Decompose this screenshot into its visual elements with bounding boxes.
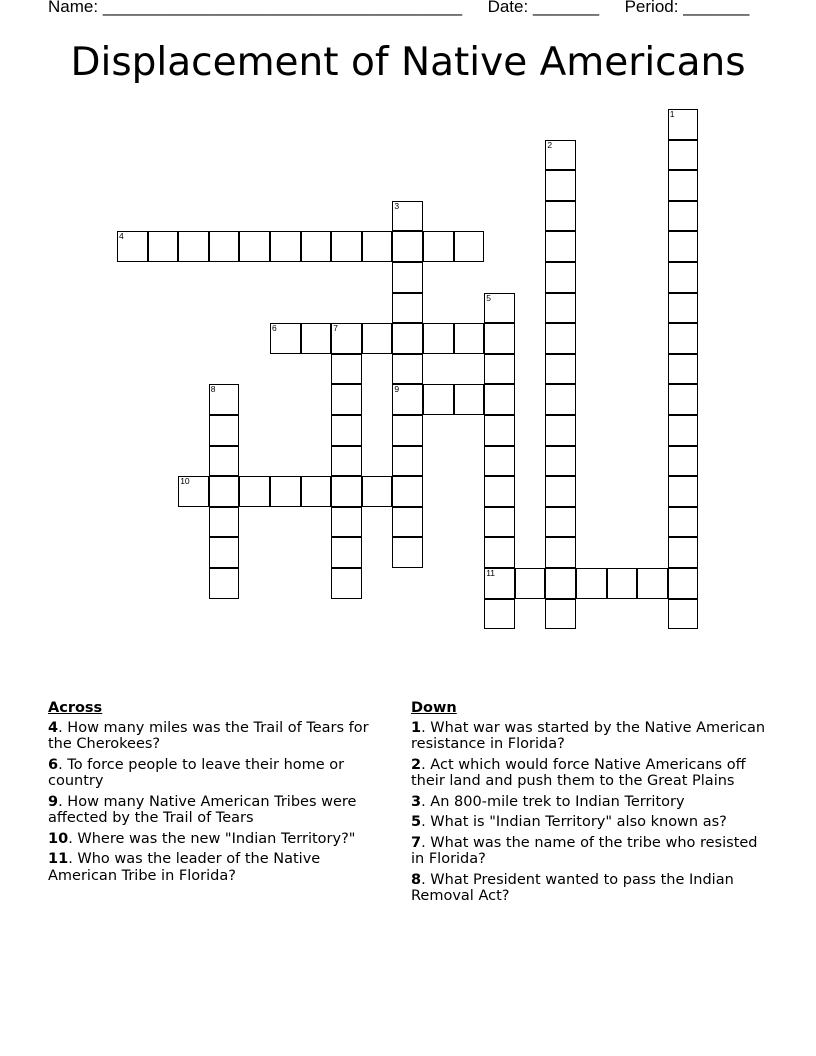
crossword-cell[interactable] [362,323,393,354]
crossword-cell[interactable] [362,231,393,262]
crossword-cell[interactable] [331,323,362,354]
crossword-cell[interactable] [331,507,362,538]
crossword-cell[interactable] [209,568,240,599]
crossword-cell[interactable] [484,476,515,507]
crossword-cell[interactable] [484,599,515,630]
crossword-cell[interactable] [117,231,148,262]
crossword-cell[interactable] [239,231,270,262]
crossword-cell[interactable] [545,476,576,507]
crossword-cell[interactable] [423,384,454,415]
cell-number: 6 [272,323,277,334]
crossword-cell[interactable] [148,231,179,262]
crossword-cell[interactable] [668,201,699,232]
clue-item [411,720,771,753]
crossword-cell[interactable] [301,231,332,262]
crossword-cell[interactable] [331,476,362,507]
crossword-cell[interactable] [545,599,576,630]
crossword-cell[interactable] [423,323,454,354]
clue-number: 7 [411,834,422,851]
crossword-cell[interactable] [668,293,699,324]
cell-number: 2 [547,139,553,150]
clue-item [48,831,393,848]
clue-item [411,872,771,905]
clue-item [48,720,393,753]
crossword-cell[interactable] [209,537,240,568]
clue-number: 8 [411,871,422,888]
crossword-cell[interactable] [454,384,485,415]
name-label: Name: [48,0,99,16]
cell-number: 3 [394,200,400,211]
date-blank[interactable]: _______ [532,0,600,16]
clue-number: 9 [48,793,59,810]
crossword-cell[interactable] [331,231,362,262]
across-clues [48,700,393,888]
crossword-cell[interactable] [239,476,270,507]
crossword-cell[interactable] [545,354,576,385]
crossword-cell[interactable] [301,323,332,354]
clue-item [411,814,771,831]
name-blank[interactable]: ______________________________________ [102,0,463,16]
crossword-cell[interactable] [392,537,423,568]
cell-number: 4 [119,231,124,242]
crossword-cell[interactable] [545,323,576,354]
crossword-cell[interactable] [392,507,423,538]
crossword-cell[interactable] [392,476,423,507]
crossword-cell[interactable] [209,476,240,507]
crossword-cell[interactable] [668,323,699,354]
crossword-cell[interactable] [545,537,576,568]
crossword-cell[interactable] [484,537,515,568]
crossword-cell[interactable] [515,568,546,599]
clue-item [48,757,393,790]
crossword-cell[interactable] [392,354,423,385]
clue-item [48,851,393,884]
clue-text: . What President wanted to pass the Indian Removal Act? [411,871,734,904]
clue-number: 4 [48,719,59,736]
clue-number: 10 [48,830,69,847]
clue-number: 5 [411,814,422,830]
crossword-cell[interactable] [454,323,485,354]
crossword-cell[interactable] [545,293,576,324]
clue-number: 1 [411,719,422,736]
crossword-cell[interactable] [668,384,699,415]
clue-text: . Where was the new "Indian Territory?" [68,830,356,847]
clue-text: . To force people to leave their home or country [48,756,345,789]
clue-text: . An 800-mile trek to Indian Territory [421,793,685,810]
crossword-cell[interactable] [545,140,576,171]
crossword-cell[interactable] [392,384,423,415]
crossword-cell[interactable] [668,109,699,140]
down-clues [411,700,771,909]
crossword-cell[interactable] [331,384,362,415]
clue-item [48,794,393,827]
crossword-cell[interactable] [209,384,240,415]
crossword-cell[interactable] [668,354,699,385]
crossword-cell[interactable] [209,507,240,538]
crossword-cell[interactable] [545,415,576,446]
crossword-cell[interactable] [668,446,699,477]
cell-number: 7 [333,323,338,334]
crossword-cell[interactable] [392,201,423,232]
clue-number: 11 [48,851,69,867]
crossword-cell[interactable] [484,323,515,354]
crossword-cell[interactable] [362,476,393,507]
crossword-cell[interactable] [484,384,515,415]
clue-number: 6 [48,756,59,773]
clue-text: . How many miles was the Trail of Tears for the Cherokees? [48,719,369,752]
crossword-cell[interactable] [392,293,423,324]
crossword-cell[interactable] [484,507,515,538]
crossword-cell[interactable] [270,231,301,262]
crossword-cell[interactable] [607,568,638,599]
clue-number: 2 [411,756,422,773]
clue-text: . What was the name of the tribe who resisted in Florida? [411,834,758,867]
crossword-cell[interactable] [423,231,454,262]
crossword-cell[interactable] [637,568,668,599]
cell-number: 9 [394,384,400,395]
cell-number: 8 [210,384,216,395]
crossword-cell[interactable] [576,568,607,599]
down-heading: Down [411,700,457,716]
crossword-cell[interactable] [668,140,699,171]
crossword-cell[interactable] [545,384,576,415]
crossword-cell[interactable] [392,231,423,262]
crossword-cell[interactable] [668,415,699,446]
crossword-cell[interactable] [392,323,423,354]
crossword-cell[interactable] [668,507,699,538]
crossword-cell[interactable] [331,537,362,568]
crossword-cell[interactable] [331,446,362,477]
crossword-cell[interactable] [270,323,301,354]
crossword-cell[interactable] [484,568,515,599]
crossword-cell[interactable] [331,568,362,599]
crossword-cell[interactable] [545,446,576,477]
crossword-cell[interactable] [209,415,240,446]
crossword-cell[interactable] [270,476,301,507]
crossword-cell[interactable] [484,446,515,477]
crossword-cell[interactable] [484,415,515,446]
cell-number: 1 [669,109,675,119]
crossword-cell[interactable] [178,476,209,507]
clue-item [411,794,771,811]
clue-number: 3 [411,793,422,810]
crossword-cell[interactable] [668,170,699,201]
period-label: Period: [624,0,679,16]
crossword-cell[interactable] [545,231,576,262]
crossword-cell[interactable] [545,170,576,201]
crossword-cell[interactable] [668,537,699,568]
date-label: Date: [487,0,529,16]
crossword-cell[interactable] [668,262,699,293]
clue-item [411,757,771,790]
crossword-cell[interactable] [178,231,209,262]
crossword-cell[interactable] [668,231,699,262]
crossword-cell[interactable] [484,354,515,385]
crossword-cell[interactable] [545,201,576,232]
crossword-cell[interactable] [454,231,485,262]
clue-text: . What war was started by the Native American resistance in Florida? [411,719,766,752]
crossword-cell[interactable] [392,446,423,477]
crossword-cell[interactable] [209,231,240,262]
clue-text: . How many Native American Tribes were affected by the Trail of Tears [48,793,357,826]
cell-number: 10 [180,476,190,487]
crossword-cell[interactable] [209,446,240,477]
clue-text: . Act which would force Native Americans off their land and push them to the Great Plains [411,756,746,789]
across-heading: Across [48,700,103,716]
clue-item [411,835,771,868]
crossword-cell[interactable] [331,415,362,446]
crossword-cell[interactable] [484,293,515,324]
crossword-cell[interactable] [545,507,576,538]
clue-text: . What is "Indian Territory" also known as? [421,814,727,830]
crossword-cell[interactable] [545,262,576,293]
cell-number: 11 [486,568,496,578]
page-title: Displacement of Native Americans [70,40,746,85]
crossword-cell[interactable] [392,262,423,293]
cell-number: 5 [486,292,491,303]
crossword-cell[interactable] [668,476,699,507]
crossword-cell[interactable] [668,568,699,599]
clue-text: . Who was the leader of the Native American Tribe in Florida? [48,851,321,884]
crossword-cell[interactable] [392,415,423,446]
crossword-cell[interactable] [331,354,362,385]
period-blank[interactable]: _______ [683,0,750,16]
crossword-cell[interactable] [301,476,332,507]
crossword-cell[interactable] [545,568,576,599]
crossword-cell[interactable] [668,599,699,630]
